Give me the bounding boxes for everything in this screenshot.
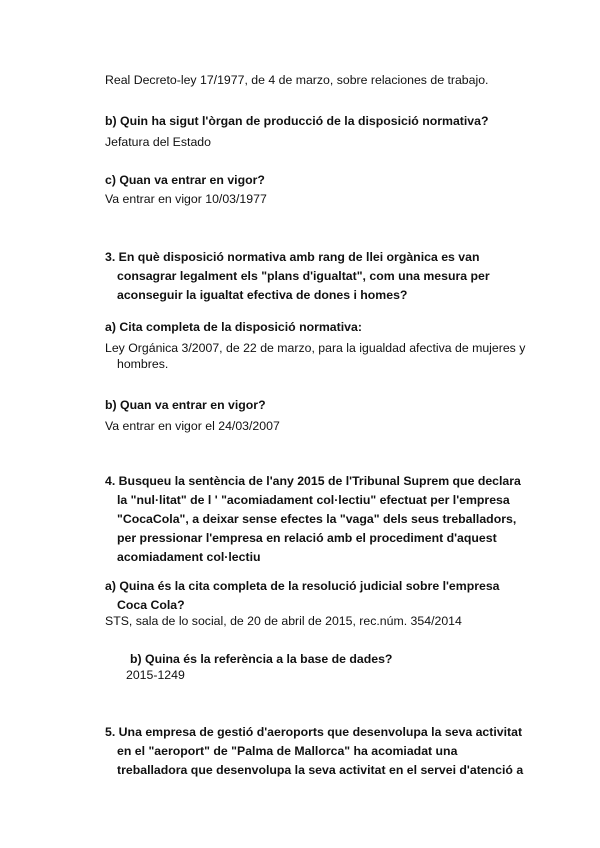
question-3 xyxy=(105,248,490,305)
question-4-line: la "nul·litat" de l ' "acomiadament col·lectiu" efectuat per l'empresa xyxy=(117,493,510,507)
question-4a xyxy=(105,577,500,615)
question-3b: b) Quan va entrar en vigor? xyxy=(105,398,266,412)
question-3-line: consagrar legalment els "plans d'igualtat", com una mesura per xyxy=(117,269,490,283)
answer-b-production-organ: Jefatura del Estado xyxy=(105,135,211,149)
question-4-line: "CocaCola", a deixar sense efectes la "vaga" dels seus treballadors, xyxy=(117,512,517,526)
answer-law-citation: Real Decreto-ley 17/1977, de 4 de marzo, sobre relaciones de trabajo. xyxy=(105,73,489,87)
answer-3b: Va entrar en vigor el 24/03/2007 xyxy=(105,419,280,433)
question-5-line: 5. Una empresa de gestió d'aeroports que desenvolupa la seva activitat xyxy=(105,725,523,739)
answer-4b: 2015-1249 xyxy=(126,668,185,682)
question-3-line: 3. En què disposició normativa amb rang de llei orgànica es van xyxy=(105,250,480,264)
question-4a-line: a) Quina és la cita completa de la resolució judicial sobre l'empresa xyxy=(105,579,500,593)
question-4 xyxy=(105,472,521,567)
answer-c-entry-into-force: Va entrar en vigor 10/03/1977 xyxy=(105,192,267,206)
answer-4a: STS, sala de lo social, de 20 de abril de 2015, rec.núm. 354/2014 xyxy=(105,614,462,628)
answer-3a-line: hombres. xyxy=(117,357,169,371)
question-4-line: 4. Busqueu la sentència de l'any 2015 de l'Tribunal Suprem que declara xyxy=(105,474,521,488)
question-b-production-organ: b) Quin ha sigut l'òrgan de producció de la disposició normativa? xyxy=(105,114,489,128)
question-3a: a) Cita completa de la disposició normativa: xyxy=(105,320,362,334)
question-5-line: en el "aeroport" de "Palma de Mallorca" ha acomiadat una xyxy=(117,744,458,758)
question-4b: b) Quina és la referència a la base de dades? xyxy=(130,652,393,666)
answer-3a xyxy=(105,340,525,372)
question-4a-line: Coca Cola? xyxy=(117,598,185,612)
question-3-line: aconseguir la igualtat efectiva de dones i homes? xyxy=(117,288,408,302)
question-c-entry-into-force: c) Quan va entrar en vigor? xyxy=(105,173,265,187)
answer-3a-line: Ley Orgánica 3/2007, de 22 de marzo, para la igualdad afectiva de mujeres y xyxy=(105,341,526,355)
question-5 xyxy=(105,723,523,780)
question-4-line: per pressionar l'empresa en relació amb el procediment d'aquest xyxy=(117,531,497,545)
question-5-line: treballadora que desenvolupa la seva activitat en el servei d'atenció a xyxy=(117,763,524,777)
question-4-line: acomiadament col·lectiu xyxy=(117,550,261,564)
